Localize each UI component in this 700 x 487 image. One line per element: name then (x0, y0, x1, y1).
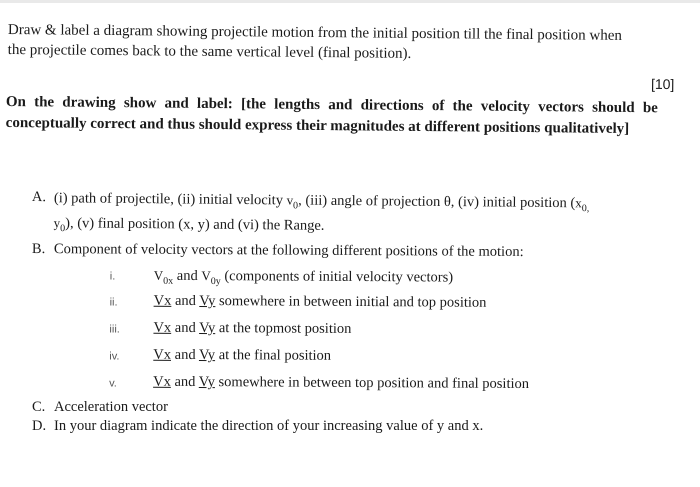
roman-numeral: i. (109, 270, 116, 283)
sublist-item-v (53, 370, 671, 401)
roman-numeral: v. (109, 377, 117, 390)
text-segment: ), (v) final position (x, y) and (vi) the Range. (65, 215, 325, 234)
sublist-text (153, 319, 351, 339)
text-segment: at the topmost position (215, 319, 352, 337)
text-segment: somewhere in between initial and top position (215, 292, 487, 311)
sublist-text (154, 292, 487, 313)
sublist-text (153, 346, 331, 366)
symbol-subscript: 0y (210, 275, 221, 287)
sublist-item-iii (53, 316, 671, 347)
sublist-item-ii (54, 289, 672, 320)
item-a-text (54, 190, 590, 233)
symbol-vx: Vx (153, 346, 172, 363)
item-d-text: In your diagram indicate the direction of your increasing value of y and x. (54, 417, 484, 434)
text-segment: and (173, 267, 202, 284)
instruction-line-2: conceptually correct and thus should express their magnitudes at different positions (5, 114, 541, 137)
item-letter: B. (31, 240, 46, 257)
symbol-vx: Vx (153, 373, 171, 390)
symbol-v0: v (286, 192, 294, 208)
item-letter: C. (32, 398, 46, 415)
roman-numeral: ii. (109, 296, 118, 309)
sublist-item-iv (53, 343, 671, 374)
symbol-subscript: 0x (163, 275, 174, 287)
roman-numeral: iv. (109, 350, 120, 363)
item-b-text: Component of velocity vectors at the following different positions of the motion: (53, 240, 524, 260)
text-segment: at the final position (215, 346, 332, 364)
symbol-vx: Vx (153, 292, 172, 309)
symbol-y0: y (53, 215, 61, 231)
list-item-b (31, 240, 672, 401)
symbol-subscript: 0 (60, 223, 66, 235)
intro-line-2: the projectile comes back to the same vertical level (final position). (7, 41, 412, 62)
marks-label: [10] (650, 75, 675, 93)
list-item-c (32, 398, 672, 417)
symbol-vy: Vy (199, 319, 216, 336)
item-letter: D. (32, 417, 47, 434)
symbol-subscript: 0 (293, 200, 299, 212)
text-segment: , (iii) angle of projection θ, (iv) initial position ( (298, 192, 576, 212)
page-top-edge (0, 0, 700, 3)
sublist (53, 263, 672, 401)
requirement-list (32, 188, 672, 436)
symbol-v0x: V (153, 267, 164, 283)
sublist-text (154, 266, 453, 293)
symbol-x0: x (575, 195, 582, 211)
item-letter: A. (31, 188, 47, 206)
text-segment: (i) path of projectile, (ii) initial velocity (53, 190, 287, 209)
list-item-d (32, 417, 672, 436)
symbol-vy: Vy (198, 373, 215, 390)
instruction-line-1: On the drawing show and label: [the lengths and directions of the velocity vectors should be (5, 93, 658, 117)
symbol-vx: Vx (153, 319, 172, 336)
symbol-vy: Vy (198, 346, 216, 363)
roman-numeral: iii. (109, 323, 120, 336)
instruction-text (6, 92, 658, 140)
question-intro (8, 20, 676, 66)
symbol-subscript: 0, (581, 203, 590, 215)
symbol-vy: Vy (199, 292, 216, 309)
text-segment: (components of initial velocity vectors) (220, 267, 454, 286)
text-segment: and (171, 292, 200, 309)
text-segment: somewhere in between top position and final position (214, 373, 530, 392)
item-c-text: Acceleration vector (54, 398, 168, 415)
text-segment: and (170, 346, 200, 363)
symbol-v0y: V (201, 267, 211, 283)
intro-line-1: Draw & label a diagram showing projectile motion from the initial position till the final position when (7, 21, 623, 44)
sublist-text (153, 373, 529, 394)
sublist-item-i (54, 263, 672, 293)
text-segment: and (170, 373, 199, 390)
text-segment: and (171, 319, 200, 336)
list-item-a (32, 188, 672, 244)
instruction-line-3: qualitatively] (544, 120, 630, 137)
